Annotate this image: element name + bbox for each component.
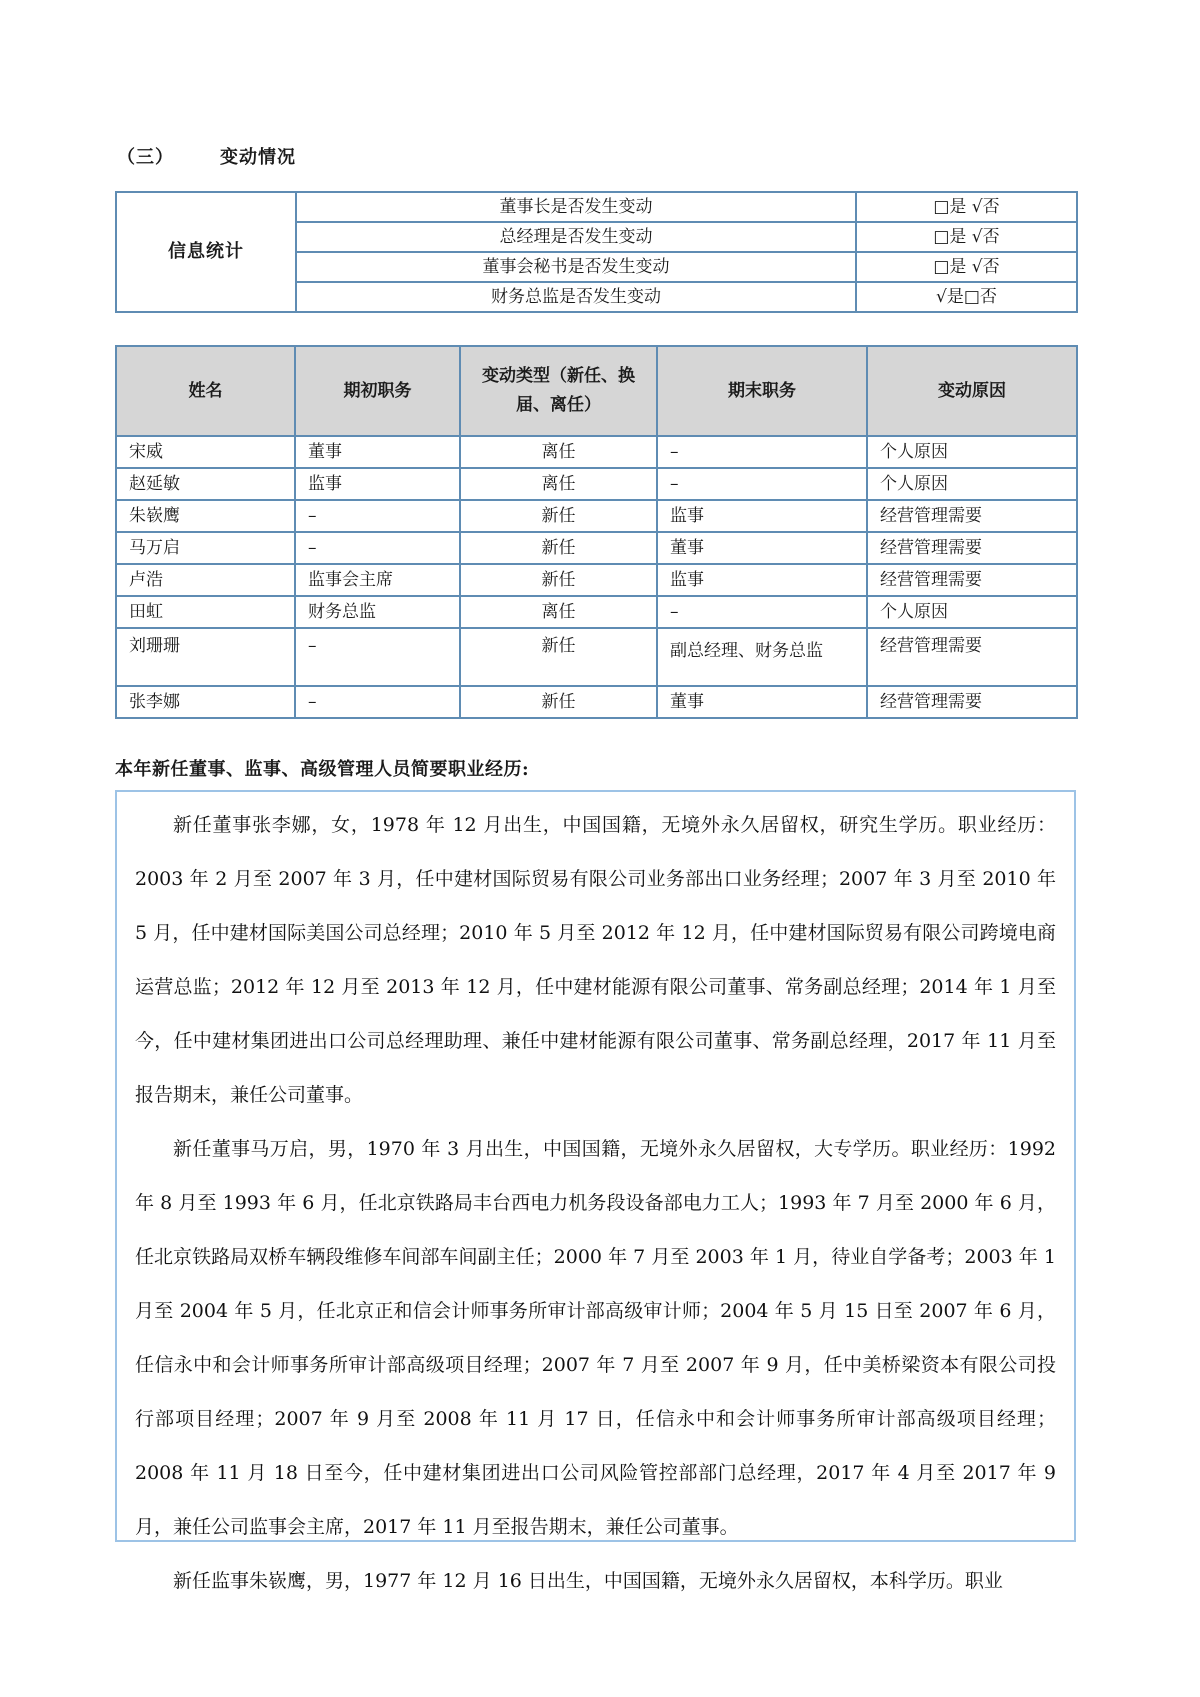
change-type-cell: 新任 (460, 500, 657, 532)
initial-position-cell: – (295, 628, 460, 686)
reason-cell: 经营管理需要 (867, 532, 1077, 564)
name-cell: 卢浩 (116, 564, 295, 596)
initial-position-cell: 财务总监 (295, 596, 460, 628)
column-header-change-type: 变动类型（新任、换届、离任） (460, 346, 657, 436)
change-type-cell: 离任 (460, 596, 657, 628)
column-header-initial-position: 期初职务 (295, 346, 460, 436)
table-row (116, 686, 1077, 718)
table-row (116, 564, 1077, 596)
table-row (116, 436, 1077, 468)
section-heading (117, 143, 1076, 169)
change-type-cell: 离任 (460, 468, 657, 500)
final-position-cell: 董事 (657, 532, 867, 564)
bio-paragraph: 新任董事马万启，男，1970 年 3 月出生，中国国籍，无境外永久居留权，大专学历。职业经历：1992 年 8 月至 1993 年 6 月，任北京铁路局丰台西电力机务段设备部电力工人；1993 年 7 月至 2000 年 6 月，任北京铁路局双桥车辆段维修车间部车间副主任；2000 年 7 月至 2003 年 1 月，待业自学备考；2003 年 1 月至 2004 年 5 月，任北京正和信会计师事务所审计部高级审计师；2004 年 5 月 15 日至 2007 年 6 月，任信永中和会计师事务所审计部高级项目经理；2007 年 7 月至 2007 年 9 月，任中美桥梁资本有限公司投行部项目经理；2007 年 9 月至 2008 年 11 月 17 日，任信永中和会计师事务所审计部高级项目经理；2008 年 11 月 18 日至今，任中建材集团进出口公司风险管控部部门总经理，2017 年 4 月至 2017 年 9 月，兼任公司监事会主席，2017 年 11 月至报告期末，兼任公司董事。 (135, 1138, 1056, 1538)
table-row (116, 500, 1077, 532)
section-title: 变动情况 (220, 147, 296, 168)
table-header-row (116, 346, 1077, 436)
info-question-cell: 董事会秘书是否发生变动 (296, 252, 856, 282)
final-position-cell: 副总经理、财务总监 (657, 628, 867, 686)
change-type-cell: 新任 (460, 628, 657, 686)
final-position-cell: – (657, 596, 867, 628)
info-stats-row-header: 信息统计 (116, 192, 296, 312)
reason-cell: 经营管理需要 (867, 564, 1077, 596)
name-cell: 张李娜 (116, 686, 295, 718)
final-position-cell: 监事 (657, 500, 867, 532)
column-header-reason: 变动原因 (867, 346, 1077, 436)
reason-cell: 个人原因 (867, 468, 1077, 500)
column-header-final-position: 期末职务 (657, 346, 867, 436)
initial-position-cell: 监事会主席 (295, 564, 460, 596)
bio-section-heading: 本年新任董事、监事、高级管理人员简要职业经历: (115, 759, 530, 780)
info-answer-cell: □是 √否 (856, 222, 1077, 252)
final-position-cell: 董事 (657, 686, 867, 718)
table-row (116, 532, 1077, 564)
personnel-change-table (115, 345, 1078, 719)
table-row (116, 192, 1077, 222)
table-row (116, 596, 1077, 628)
initial-position-cell: – (295, 500, 460, 532)
section-number: （三） (117, 147, 174, 168)
column-header-name: 姓名 (116, 346, 295, 436)
final-position-cell: 监事 (657, 564, 867, 596)
info-question-cell: 董事长是否发生变动 (296, 192, 856, 222)
name-cell: 赵延敏 (116, 468, 295, 500)
table-row (116, 628, 1077, 686)
name-cell: 朱嵚鹰 (116, 500, 295, 532)
reason-cell: 经营管理需要 (867, 686, 1077, 718)
change-type-cell: 离任 (460, 436, 657, 468)
initial-position-cell: 监事 (295, 468, 460, 500)
name-cell: 马万启 (116, 532, 295, 564)
info-answer-cell: √是□否 (856, 282, 1077, 312)
info-answer-cell: □是 √否 (856, 192, 1077, 222)
initial-position-cell: – (295, 686, 460, 718)
initial-position-cell: 董事 (295, 436, 460, 468)
final-position-cell: – (657, 468, 867, 500)
info-question-cell: 财务总监是否发生变动 (296, 282, 856, 312)
name-cell: 宋威 (116, 436, 295, 468)
change-type-cell: 新任 (460, 532, 657, 564)
reason-cell: 经营管理需要 (867, 628, 1077, 686)
info-stats-table (115, 191, 1078, 313)
info-answer-cell: □是 √否 (856, 252, 1077, 282)
bio-paragraph: 新任监事朱嵚鹰，男，1977 年 12 月 16 日出生，中国国籍，无境外永久居留权，本科学历。职业 (173, 1570, 1003, 1592)
final-position-cell: – (657, 436, 867, 468)
bio-paragraph: 新任董事张李娜，女，1978 年 12 月出生，中国国籍，无境外永久居留权，研究生学历。职业经历：2003 年 2 月至 2007 年 3 月，任中建材国际贸易有限公司业务部出口业务经理；2007 年 3 月至 2010 年 5 月，任中建材国际美国公司总经理；2010 年 5 月至 2012 年 12 月，任中建材国际贸易有限公司跨境电商运营总监；2012 年 12 月至 2013 年 12 月，任中建材能源有限公司董事、常务副总经理；2014 年 1 月至今，任中建材集团进出口公司总经理助理、兼任中建材能源有限公司董事、常务副总经理，2017 年 11 月至报告期末，兼任公司董事。 (135, 814, 1056, 1106)
name-cell: 田虹 (116, 596, 295, 628)
initial-position-cell: – (295, 532, 460, 564)
change-type-cell: 新任 (460, 686, 657, 718)
change-type-cell: 新任 (460, 564, 657, 596)
reason-cell: 个人原因 (867, 436, 1077, 468)
table-row (116, 468, 1077, 500)
reason-cell: 个人原因 (867, 596, 1077, 628)
bio-text-box (115, 790, 1076, 1592)
info-question-cell: 总经理是否发生变动 (296, 222, 856, 252)
name-cell: 刘珊珊 (116, 628, 295, 686)
reason-cell: 经营管理需要 (867, 500, 1077, 532)
